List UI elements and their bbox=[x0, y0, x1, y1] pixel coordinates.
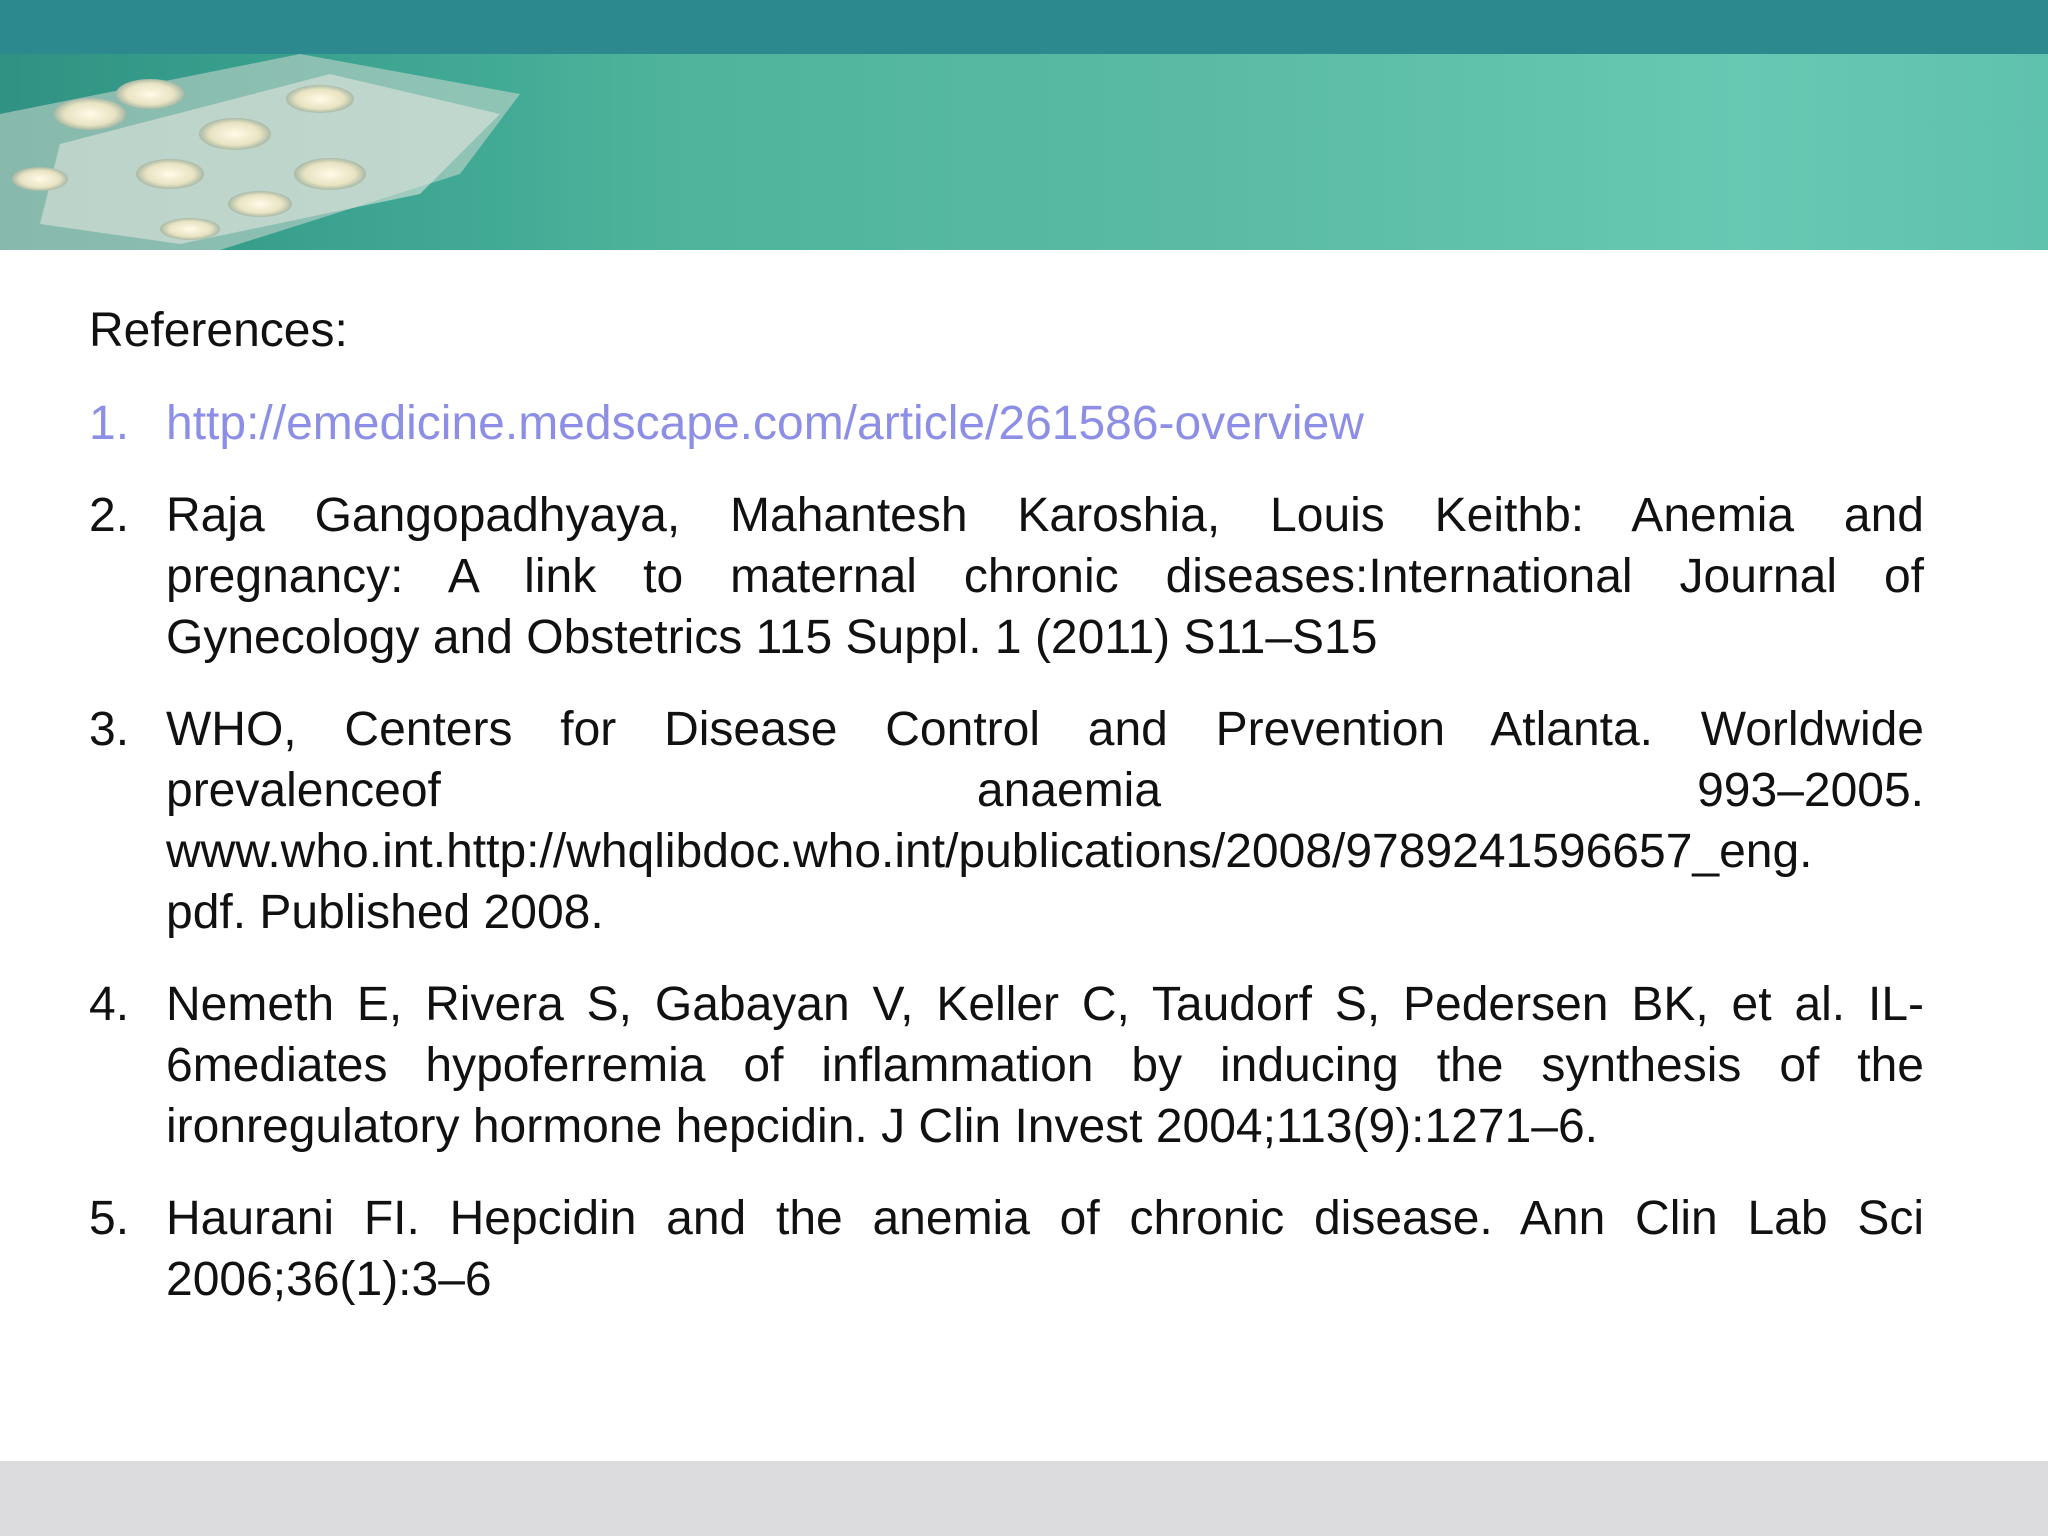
references-heading: References: bbox=[89, 304, 348, 357]
reference-line: 6mediates hypoferremia of inflammation by inducing the synthesis of the bbox=[166, 1039, 1924, 1092]
surgical-lights-image bbox=[0, 54, 720, 250]
footer-bar bbox=[0, 1461, 2048, 1536]
reference-line: Nemeth E, Rivera S, Gabayan V, Keller C, Taudorf S, Pedersen BK, et al. IL- bbox=[166, 978, 1924, 1031]
reference-number: 2. bbox=[89, 489, 130, 542]
reference-number: 1. bbox=[89, 397, 130, 450]
reference-number: 3. bbox=[89, 703, 130, 756]
reference-line: prevalenceof anaemia 993–2005. bbox=[166, 764, 1924, 817]
reference-line: WHO, Centers for Disease Control and Prevention Atlanta. Worldwide bbox=[166, 703, 1924, 756]
reference-line: Gynecology and Obstetrics 115 Suppl. 1 (2011) S11–S15 bbox=[166, 611, 1378, 664]
reference-line: pdf. Published 2008. bbox=[166, 886, 604, 939]
reference-link[interactable]: http://emedicine.medscape.com/article/261586-overview bbox=[166, 397, 1364, 450]
reference-item-3 bbox=[89, 699, 1924, 943]
reference-item-5 bbox=[89, 1188, 1924, 1310]
references-content bbox=[89, 300, 1924, 1341]
reference-number: 5. bbox=[89, 1192, 130, 1245]
reference-number: 4. bbox=[89, 978, 130, 1031]
top-bar bbox=[0, 0, 2048, 54]
references-list bbox=[89, 393, 1924, 1310]
reference-line: 2006;36(1):3–6 bbox=[166, 1253, 492, 1306]
reference-item-1 bbox=[89, 393, 1924, 454]
reference-line: pregnancy: A link to maternal chronic diseases:International Journal of bbox=[166, 550, 1924, 603]
reference-line: Haurani FI. Hepcidin and the anemia of chronic disease. Ann Clin Lab Sci bbox=[166, 1192, 1924, 1245]
reference-line: Raja Gangopadhyaya, Mahantesh Karoshia, Louis Keithb: Anemia and bbox=[166, 489, 1924, 542]
reference-line: ironregulatory hormone hepcidin. J Clin Invest 2004;113(9):1271–6. bbox=[166, 1100, 1598, 1153]
reference-line: www.who.int.http://whqlibdoc.who.int/publications/2008/9789241596657_eng. bbox=[166, 825, 1813, 878]
reference-item-2 bbox=[89, 485, 1924, 668]
header-banner bbox=[0, 54, 2048, 250]
reference-item-4 bbox=[89, 974, 1924, 1157]
